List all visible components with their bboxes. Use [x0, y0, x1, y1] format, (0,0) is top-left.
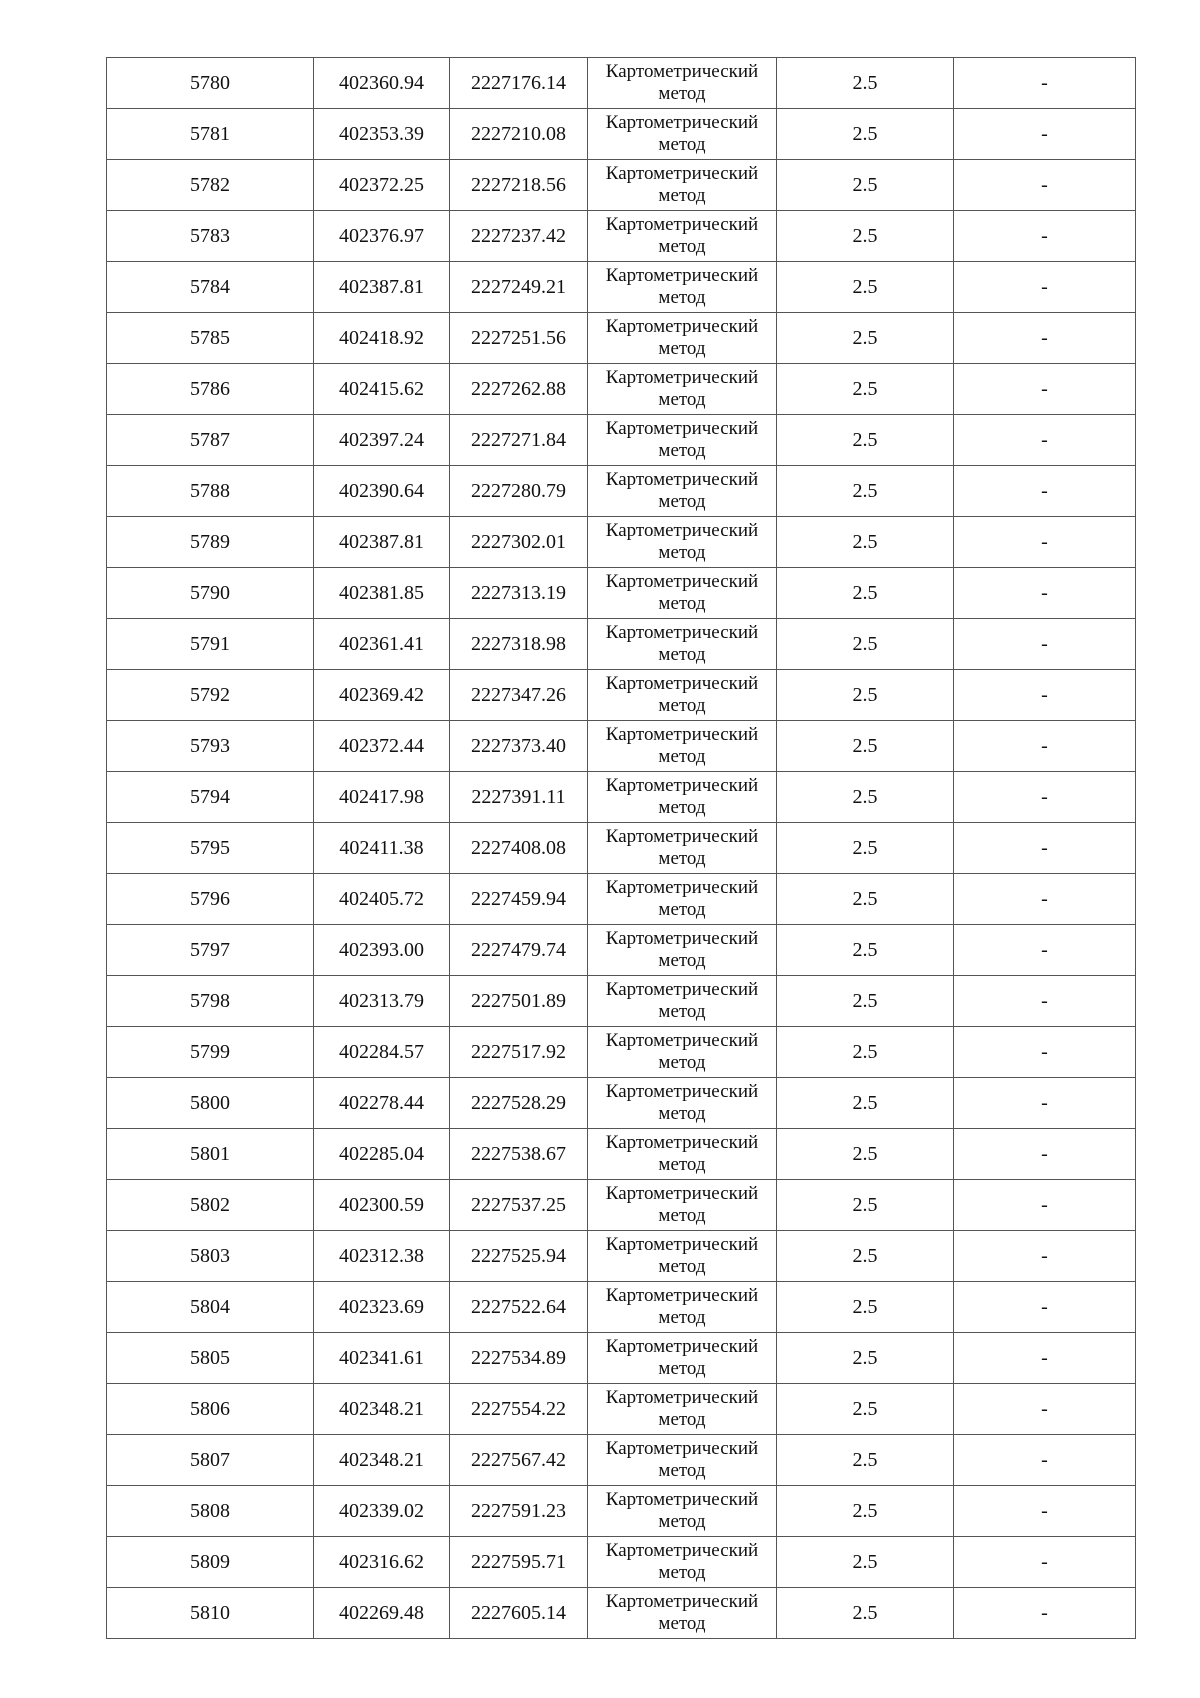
table-row — [107, 1282, 1136, 1333]
method-line-2: метод — [658, 185, 706, 206]
accuracy-cell: 2.5 — [777, 313, 954, 364]
x-coordinate-cell: 402387.81 — [314, 262, 450, 313]
point-number-cell: 5782 — [107, 160, 314, 211]
point-number-cell: 5794 — [107, 772, 314, 823]
accuracy-cell: 2.5 — [777, 466, 954, 517]
table-row — [107, 721, 1136, 772]
x-coordinate-cell: 402269.48 — [314, 1588, 450, 1639]
method-line-1: Картометрический — [605, 265, 759, 286]
method-cell — [588, 517, 777, 568]
note-cell: - — [954, 1180, 1136, 1231]
method-cell — [588, 364, 777, 415]
method-line-2: метод — [658, 338, 706, 359]
x-coordinate-cell: 402418.92 — [314, 313, 450, 364]
x-coordinate-cell: 402415.62 — [314, 364, 450, 415]
method-line-1: Картометрический — [605, 1489, 759, 1510]
table-row — [107, 364, 1136, 415]
table-row — [107, 466, 1136, 517]
note-cell: - — [954, 1333, 1136, 1384]
x-coordinate-cell: 402372.25 — [314, 160, 450, 211]
accuracy-cell: 2.5 — [777, 1231, 954, 1282]
accuracy-cell: 2.5 — [777, 517, 954, 568]
accuracy-cell: 2.5 — [777, 976, 954, 1027]
x-coordinate-cell: 402339.02 — [314, 1486, 450, 1537]
accuracy-cell: 2.5 — [777, 1537, 954, 1588]
accuracy-cell: 2.5 — [777, 1588, 954, 1639]
method-line-2: метод — [658, 1307, 706, 1328]
y-coordinate-cell: 2227218.56 — [450, 160, 588, 211]
table-row — [107, 772, 1136, 823]
method-line-1: Картометрический — [605, 61, 759, 82]
note-cell: - — [954, 160, 1136, 211]
method-cell — [588, 976, 777, 1027]
x-coordinate-cell: 402316.62 — [314, 1537, 450, 1588]
point-number-cell: 5809 — [107, 1537, 314, 1588]
method-cell — [588, 313, 777, 364]
y-coordinate-cell: 2227251.56 — [450, 313, 588, 364]
y-coordinate-cell: 2227249.21 — [450, 262, 588, 313]
method-line-1: Картометрический — [605, 418, 759, 439]
accuracy-cell: 2.5 — [777, 619, 954, 670]
y-coordinate-cell: 2227459.94 — [450, 874, 588, 925]
coordinates-table-body — [107, 58, 1136, 1639]
method-line-2: метод — [658, 1511, 706, 1532]
method-line-2: метод — [658, 1562, 706, 1583]
point-number-cell: 5791 — [107, 619, 314, 670]
point-number-cell: 5804 — [107, 1282, 314, 1333]
accuracy-cell: 2.5 — [777, 160, 954, 211]
method-cell — [588, 1486, 777, 1537]
table-row — [107, 1486, 1136, 1537]
point-number-cell: 5801 — [107, 1129, 314, 1180]
table-row — [107, 1078, 1136, 1129]
x-coordinate-cell: 402323.69 — [314, 1282, 450, 1333]
x-coordinate-cell: 402405.72 — [314, 874, 450, 925]
table-row — [107, 619, 1136, 670]
x-coordinate-cell: 402285.04 — [314, 1129, 450, 1180]
note-cell: - — [954, 1231, 1136, 1282]
method-line-1: Картометрический — [605, 928, 759, 949]
method-line-1: Картометрический — [605, 979, 759, 1000]
point-number-cell: 5800 — [107, 1078, 314, 1129]
method-line-2: метод — [658, 1103, 706, 1124]
method-line-2: метод — [658, 593, 706, 614]
note-cell: - — [954, 976, 1136, 1027]
y-coordinate-cell: 2227373.40 — [450, 721, 588, 772]
y-coordinate-cell: 2227313.19 — [450, 568, 588, 619]
method-line-1: Картометрический — [605, 112, 759, 133]
method-line-2: метод — [658, 134, 706, 155]
method-cell — [588, 772, 777, 823]
point-number-cell: 5780 — [107, 58, 314, 109]
table-row — [107, 925, 1136, 976]
table-row — [107, 415, 1136, 466]
x-coordinate-cell: 402417.98 — [314, 772, 450, 823]
method-line-2: метод — [658, 1613, 706, 1634]
table-row — [107, 1384, 1136, 1435]
method-line-2: метод — [658, 1052, 706, 1073]
note-cell: - — [954, 1486, 1136, 1537]
accuracy-cell: 2.5 — [777, 1384, 954, 1435]
method-cell — [588, 1078, 777, 1129]
point-number-cell: 5802 — [107, 1180, 314, 1231]
point-number-cell: 5803 — [107, 1231, 314, 1282]
method-line-2: метод — [658, 950, 706, 971]
method-cell — [588, 670, 777, 721]
method-cell — [588, 109, 777, 160]
point-number-cell: 5807 — [107, 1435, 314, 1486]
method-line-2: метод — [658, 440, 706, 461]
accuracy-cell: 2.5 — [777, 262, 954, 313]
x-coordinate-cell: 402278.44 — [314, 1078, 450, 1129]
x-coordinate-cell: 402348.21 — [314, 1435, 450, 1486]
note-cell: - — [954, 415, 1136, 466]
y-coordinate-cell: 2227534.89 — [450, 1333, 588, 1384]
method-line-1: Картометрический — [605, 1132, 759, 1153]
x-coordinate-cell: 402348.21 — [314, 1384, 450, 1435]
y-coordinate-cell: 2227391.11 — [450, 772, 588, 823]
table-row — [107, 1333, 1136, 1384]
x-coordinate-cell: 402411.38 — [314, 823, 450, 874]
method-line-2: метод — [658, 644, 706, 665]
coordinates-table — [106, 57, 1136, 1639]
method-line-1: Картометрический — [605, 163, 759, 184]
method-line-1: Картометрический — [605, 1336, 759, 1357]
y-coordinate-cell: 2227595.71 — [450, 1537, 588, 1588]
point-number-cell: 5789 — [107, 517, 314, 568]
method-line-2: метод — [658, 83, 706, 104]
x-coordinate-cell: 402372.44 — [314, 721, 450, 772]
method-line-2: метод — [658, 1460, 706, 1481]
y-coordinate-cell: 2227271.84 — [450, 415, 588, 466]
y-coordinate-cell: 2227237.42 — [450, 211, 588, 262]
table-row — [107, 1588, 1136, 1639]
y-coordinate-cell: 2227176.14 — [450, 58, 588, 109]
point-number-cell: 5786 — [107, 364, 314, 415]
method-line-1: Картометрический — [605, 1081, 759, 1102]
y-coordinate-cell: 2227408.08 — [450, 823, 588, 874]
method-line-2: метод — [658, 797, 706, 818]
method-line-2: метод — [658, 1205, 706, 1226]
table-row — [107, 58, 1136, 109]
y-coordinate-cell: 2227347.26 — [450, 670, 588, 721]
y-coordinate-cell: 2227591.23 — [450, 1486, 588, 1537]
method-cell — [588, 58, 777, 109]
method-line-1: Картометрический — [605, 1183, 759, 1204]
note-cell: - — [954, 1129, 1136, 1180]
accuracy-cell: 2.5 — [777, 1027, 954, 1078]
method-cell — [588, 1333, 777, 1384]
table-row — [107, 976, 1136, 1027]
accuracy-cell: 2.5 — [777, 211, 954, 262]
method-cell — [588, 160, 777, 211]
method-cell — [588, 619, 777, 670]
note-cell: - — [954, 58, 1136, 109]
accuracy-cell: 2.5 — [777, 772, 954, 823]
point-number-cell: 5805 — [107, 1333, 314, 1384]
y-coordinate-cell: 2227605.14 — [450, 1588, 588, 1639]
method-line-1: Картометрический — [605, 1438, 759, 1459]
note-cell: - — [954, 517, 1136, 568]
x-coordinate-cell: 402361.41 — [314, 619, 450, 670]
method-line-1: Картометрический — [605, 1387, 759, 1408]
x-coordinate-cell: 402312.38 — [314, 1231, 450, 1282]
note-cell: - — [954, 262, 1136, 313]
accuracy-cell: 2.5 — [777, 925, 954, 976]
method-cell — [588, 1027, 777, 1078]
table-row — [107, 160, 1136, 211]
table-row — [107, 823, 1136, 874]
note-cell: - — [954, 313, 1136, 364]
table-row — [107, 313, 1136, 364]
method-line-1: Картометрический — [605, 775, 759, 796]
method-line-1: Картометрический — [605, 367, 759, 388]
table-row — [107, 1231, 1136, 1282]
method-line-1: Картометрический — [605, 571, 759, 592]
x-coordinate-cell: 402313.79 — [314, 976, 450, 1027]
method-line-1: Картометрический — [605, 877, 759, 898]
point-number-cell: 5792 — [107, 670, 314, 721]
x-coordinate-cell: 402341.61 — [314, 1333, 450, 1384]
method-line-1: Картометрический — [605, 520, 759, 541]
point-number-cell: 5795 — [107, 823, 314, 874]
method-line-1: Картометрический — [605, 214, 759, 235]
method-line-2: метод — [658, 542, 706, 563]
x-coordinate-cell: 402390.64 — [314, 466, 450, 517]
method-line-1: Картометрический — [605, 826, 759, 847]
y-coordinate-cell: 2227554.22 — [450, 1384, 588, 1435]
note-cell: - — [954, 823, 1136, 874]
table-row — [107, 211, 1136, 262]
method-cell — [588, 1180, 777, 1231]
method-line-2: метод — [658, 389, 706, 410]
point-number-cell: 5781 — [107, 109, 314, 160]
accuracy-cell: 2.5 — [777, 1129, 954, 1180]
accuracy-cell: 2.5 — [777, 58, 954, 109]
method-line-1: Картометрический — [605, 1234, 759, 1255]
table-row — [107, 262, 1136, 313]
method-cell — [588, 1435, 777, 1486]
y-coordinate-cell: 2227538.67 — [450, 1129, 588, 1180]
y-coordinate-cell: 2227567.42 — [450, 1435, 588, 1486]
method-cell — [588, 568, 777, 619]
point-number-cell: 5808 — [107, 1486, 314, 1537]
x-coordinate-cell: 402353.39 — [314, 109, 450, 160]
method-line-1: Картометрический — [605, 724, 759, 745]
method-line-2: метод — [658, 1154, 706, 1175]
y-coordinate-cell: 2227517.92 — [450, 1027, 588, 1078]
note-cell: - — [954, 109, 1136, 160]
note-cell: - — [954, 874, 1136, 925]
x-coordinate-cell: 402300.59 — [314, 1180, 450, 1231]
method-cell — [588, 1282, 777, 1333]
point-number-cell: 5787 — [107, 415, 314, 466]
note-cell: - — [954, 1078, 1136, 1129]
x-coordinate-cell: 402284.57 — [314, 1027, 450, 1078]
method-line-2: метод — [658, 287, 706, 308]
accuracy-cell: 2.5 — [777, 670, 954, 721]
point-number-cell: 5788 — [107, 466, 314, 517]
x-coordinate-cell: 402381.85 — [314, 568, 450, 619]
method-cell — [588, 721, 777, 772]
method-cell — [588, 1129, 777, 1180]
x-coordinate-cell: 402376.97 — [314, 211, 450, 262]
x-coordinate-cell: 402387.81 — [314, 517, 450, 568]
accuracy-cell: 2.5 — [777, 1333, 954, 1384]
method-cell — [588, 1231, 777, 1282]
table-row — [107, 670, 1136, 721]
method-cell — [588, 415, 777, 466]
method-cell — [588, 1537, 777, 1588]
accuracy-cell: 2.5 — [777, 823, 954, 874]
y-coordinate-cell: 2227537.25 — [450, 1180, 588, 1231]
method-line-1: Картометрический — [605, 1591, 759, 1612]
y-coordinate-cell: 2227522.64 — [450, 1282, 588, 1333]
note-cell: - — [954, 619, 1136, 670]
note-cell: - — [954, 364, 1136, 415]
note-cell: - — [954, 1384, 1136, 1435]
method-line-2: метод — [658, 899, 706, 920]
note-cell: - — [954, 1435, 1136, 1486]
method-line-2: метод — [658, 695, 706, 716]
table-row — [107, 1435, 1136, 1486]
x-coordinate-cell: 402360.94 — [314, 58, 450, 109]
y-coordinate-cell: 2227210.08 — [450, 109, 588, 160]
method-line-1: Картометрический — [605, 1285, 759, 1306]
accuracy-cell: 2.5 — [777, 721, 954, 772]
method-line-1: Картометрический — [605, 316, 759, 337]
method-line-2: метод — [658, 746, 706, 767]
point-number-cell: 5784 — [107, 262, 314, 313]
method-line-2: метод — [658, 1001, 706, 1022]
method-line-1: Картометрический — [605, 1540, 759, 1561]
accuracy-cell: 2.5 — [777, 109, 954, 160]
point-number-cell: 5799 — [107, 1027, 314, 1078]
note-cell: - — [954, 1537, 1136, 1588]
point-number-cell: 5798 — [107, 976, 314, 1027]
y-coordinate-cell: 2227525.94 — [450, 1231, 588, 1282]
note-cell: - — [954, 1282, 1136, 1333]
accuracy-cell: 2.5 — [777, 568, 954, 619]
note-cell: - — [954, 772, 1136, 823]
x-coordinate-cell: 402397.24 — [314, 415, 450, 466]
method-line-1: Картометрический — [605, 673, 759, 694]
method-line-2: метод — [658, 1358, 706, 1379]
y-coordinate-cell: 2227302.01 — [450, 517, 588, 568]
method-cell — [588, 262, 777, 313]
x-coordinate-cell: 402393.00 — [314, 925, 450, 976]
point-number-cell: 5796 — [107, 874, 314, 925]
y-coordinate-cell: 2227262.88 — [450, 364, 588, 415]
y-coordinate-cell: 2227479.74 — [450, 925, 588, 976]
point-number-cell: 5797 — [107, 925, 314, 976]
accuracy-cell: 2.5 — [777, 415, 954, 466]
method-line-1: Картометрический — [605, 469, 759, 490]
point-number-cell: 5806 — [107, 1384, 314, 1435]
method-line-2: метод — [658, 236, 706, 257]
accuracy-cell: 2.5 — [777, 874, 954, 925]
table-row — [107, 1537, 1136, 1588]
table-row — [107, 1129, 1136, 1180]
method-line-1: Картометрический — [605, 1030, 759, 1051]
accuracy-cell: 2.5 — [777, 1435, 954, 1486]
point-number-cell: 5793 — [107, 721, 314, 772]
point-number-cell: 5783 — [107, 211, 314, 262]
note-cell: - — [954, 211, 1136, 262]
point-number-cell: 5790 — [107, 568, 314, 619]
note-cell: - — [954, 568, 1136, 619]
method-line-2: метод — [658, 1409, 706, 1430]
table-row — [107, 109, 1136, 160]
method-line-1: Картометрический — [605, 622, 759, 643]
table-row — [107, 568, 1136, 619]
table-row — [107, 517, 1136, 568]
accuracy-cell: 2.5 — [777, 1180, 954, 1231]
method-cell — [588, 211, 777, 262]
table-row — [107, 1180, 1136, 1231]
y-coordinate-cell: 2227280.79 — [450, 466, 588, 517]
accuracy-cell: 2.5 — [777, 364, 954, 415]
method-cell — [588, 925, 777, 976]
method-cell — [588, 874, 777, 925]
note-cell: - — [954, 1027, 1136, 1078]
note-cell: - — [954, 670, 1136, 721]
method-cell — [588, 823, 777, 874]
method-cell — [588, 466, 777, 517]
note-cell: - — [954, 1588, 1136, 1639]
note-cell: - — [954, 466, 1136, 517]
y-coordinate-cell: 2227318.98 — [450, 619, 588, 670]
x-coordinate-cell: 402369.42 — [314, 670, 450, 721]
note-cell: - — [954, 925, 1136, 976]
table-row — [107, 1027, 1136, 1078]
method-cell — [588, 1384, 777, 1435]
y-coordinate-cell: 2227528.29 — [450, 1078, 588, 1129]
table-row — [107, 874, 1136, 925]
method-cell — [588, 1588, 777, 1639]
method-line-2: метод — [658, 1256, 706, 1277]
method-line-2: метод — [658, 848, 706, 869]
point-number-cell: 5785 — [107, 313, 314, 364]
point-number-cell: 5810 — [107, 1588, 314, 1639]
y-coordinate-cell: 2227501.89 — [450, 976, 588, 1027]
method-line-2: метод — [658, 491, 706, 512]
note-cell: - — [954, 721, 1136, 772]
accuracy-cell: 2.5 — [777, 1486, 954, 1537]
accuracy-cell: 2.5 — [777, 1282, 954, 1333]
accuracy-cell: 2.5 — [777, 1078, 954, 1129]
